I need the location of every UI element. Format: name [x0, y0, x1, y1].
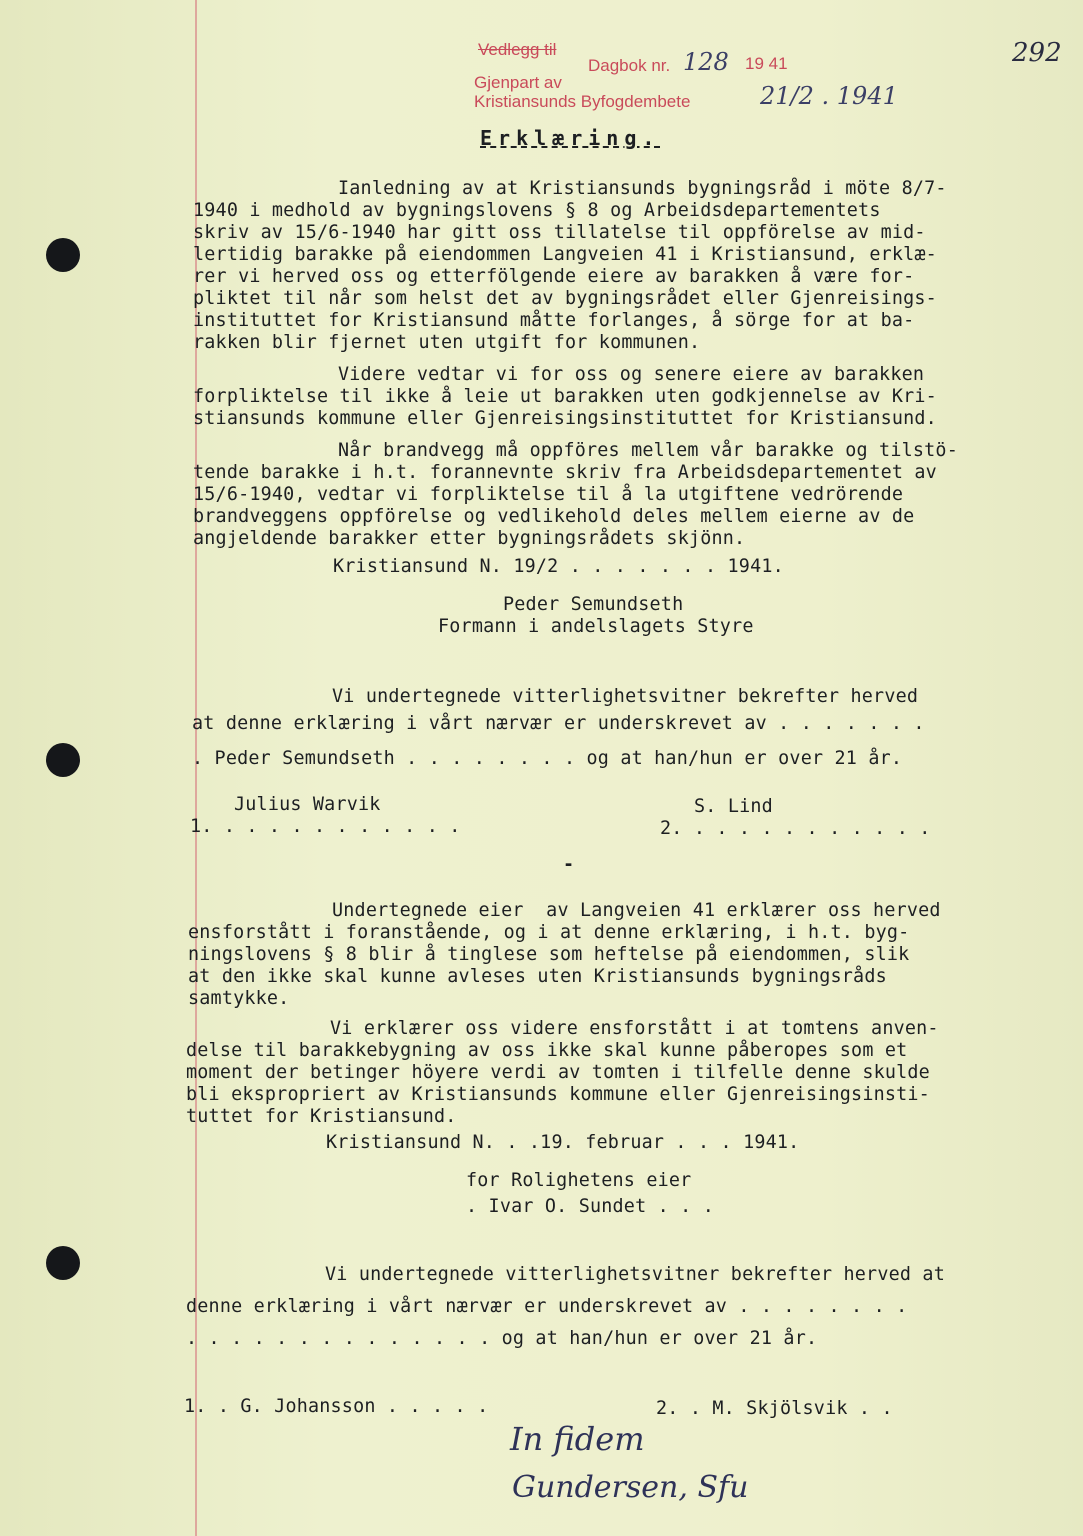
text-line: Når brandvegg må oppföres mellem vår barakke og tilstö- [338, 440, 958, 461]
signer-name: . Ivar O. Sundet . . . [466, 1196, 714, 1217]
handwritten-in-fidem: In fidem [510, 1420, 645, 1458]
text-line: 15/6-1940, vedtar vi forpliktelse til å la utgiftene vedrörende [193, 484, 904, 505]
text-line: tuttet for Kristiansund. [186, 1106, 457, 1127]
text-line: Videre vedtar vi for oss og senere eiere av barakken [338, 364, 925, 385]
text-line: stiansunds kommune eller Gjenreisingsinstituttet for Kristiansund. [193, 408, 937, 429]
text-line: forpliktelse til ikke å leie ut barakken uten godkjennelse av Kri- [193, 386, 937, 407]
witness-name: S. Lind [694, 796, 773, 817]
punch-hole [46, 743, 80, 777]
text-line: brandveggens oppförelse og vedlikehold deles mellem eierne av de [193, 506, 915, 527]
text-line: at denne erklæring i vårt nærvær er underskrevet av . . . . . . . [192, 713, 925, 734]
document-title: Erklæring. [480, 126, 661, 150]
handwritten-signature: Gundersen, Sfu [512, 1470, 749, 1505]
punch-hole [46, 1246, 80, 1280]
text-line: . . . . . . . . . . . . . . og at han/hun er over 21 år. [186, 1328, 818, 1349]
text-line: Vi undertegnede vitterlighetsvitner bekrefter herved at [325, 1264, 945, 1285]
text-line: denne erklæring i vårt nærvær er underskrevet av . . . . . . . . [186, 1296, 908, 1317]
text-line: skriv av 15/6-1940 har gitt oss tillatelse til oppförelse av mid- [193, 222, 926, 243]
text-line: instituttet for Kristiansund måtte forlanges, å sörge for at ba- [193, 310, 915, 331]
text-line: Ianledning av at Kristiansunds bygningsråd i möte 8/7- [338, 178, 947, 199]
text-line: delse til barakkebygning av oss ikke skal kunne påberopes som et [186, 1040, 908, 1061]
place-date: Kristiansund N. 19/2 . . . . . . . 1941. [333, 556, 784, 577]
witness-name: 1. . G. Johansson . . . . . [184, 1396, 489, 1417]
text-line: . Peder Semundseth . . . . . . . . og at han/hun er over 21 år. [192, 748, 903, 769]
text-line: moment der betinger höyere verdi av tomten i tilfelle denne skulde [186, 1062, 930, 1083]
text-line: bli ekspropriert av Kristiansunds kommune eller Gjenreisingsinsti- [186, 1084, 930, 1105]
text-line: tende barakke i h.t. forannevnte skriv fra Arbeidsdepartementet av [193, 462, 937, 483]
text-line: Vi erklærer oss videre ensforstått i at tomtens anven- [330, 1018, 939, 1039]
separator: - [563, 854, 575, 875]
stamp-struck-word: Vedlegg til [478, 40, 557, 59]
page-number: 292 [1012, 38, 1062, 68]
stamp-dagbok-number: 128 [683, 48, 729, 76]
stamp-office: Kristiansunds Byfogdembete [474, 92, 691, 111]
text-line: lertidig barakke på eiendommen Langveien 41 i Kristiansund, erklæ- [193, 244, 937, 265]
text-line: at den ikke skal kunne avleses uten Kristiansunds bygningsråds [188, 966, 887, 987]
text-line: angjeldende barakker etter bygningsrådets skjönn. [193, 528, 746, 549]
text-line: rer vi herved oss og etterfölgende eiere av barakken å være for- [193, 266, 915, 287]
text-line: Vi undertegnede vitterlighetsvitner bekrefter herved [332, 686, 919, 707]
text-line: 1940 i medhold av bygningslovens § 8 og Arbeidsdepartementets [193, 200, 881, 221]
stamp-date: 21/2 . 1941 [760, 82, 898, 110]
signature-dots: 2. . . . . . . . . . . . [660, 818, 931, 839]
witness-name: Julius Warvik [234, 794, 381, 815]
punch-hole [46, 238, 80, 272]
signature-dots: 1. . . . . . . . . . . . [190, 816, 461, 837]
place-date: Kristiansund N. . .19. februar . . . 1941. [326, 1132, 800, 1153]
stamp-dagbok-label: Dagbok nr. [588, 56, 671, 75]
stamp-gjenpart: Gjenpart av [474, 73, 562, 92]
signer-title: Formann i andelslagets Styre [438, 616, 754, 637]
text-line: Undertegnede eier av Langveien 41 erklærer oss herved [332, 900, 941, 921]
text-line: samtykke. [188, 988, 290, 1009]
text-line: ensforstått i foranstående, og i at denne erklæring, i h.t. byg- [188, 922, 910, 943]
signer-line: for Rolighetens eier [466, 1170, 692, 1191]
stamp-dagbok-year: 19 41 [745, 54, 788, 73]
signer-name: Peder Semundseth [503, 594, 684, 615]
text-line: rakken blir fjernet uten utgift for kommunen. [193, 332, 701, 353]
text-line: pliktet til når som helst det av bygningsrådet eller Gjenreisings- [193, 288, 937, 309]
witness-name: 2. . M. Skjölsvik . . [656, 1398, 893, 1419]
text-line: ningslovens § 8 blir å tinglese som heftelse på eiendommen, slik [188, 944, 910, 965]
